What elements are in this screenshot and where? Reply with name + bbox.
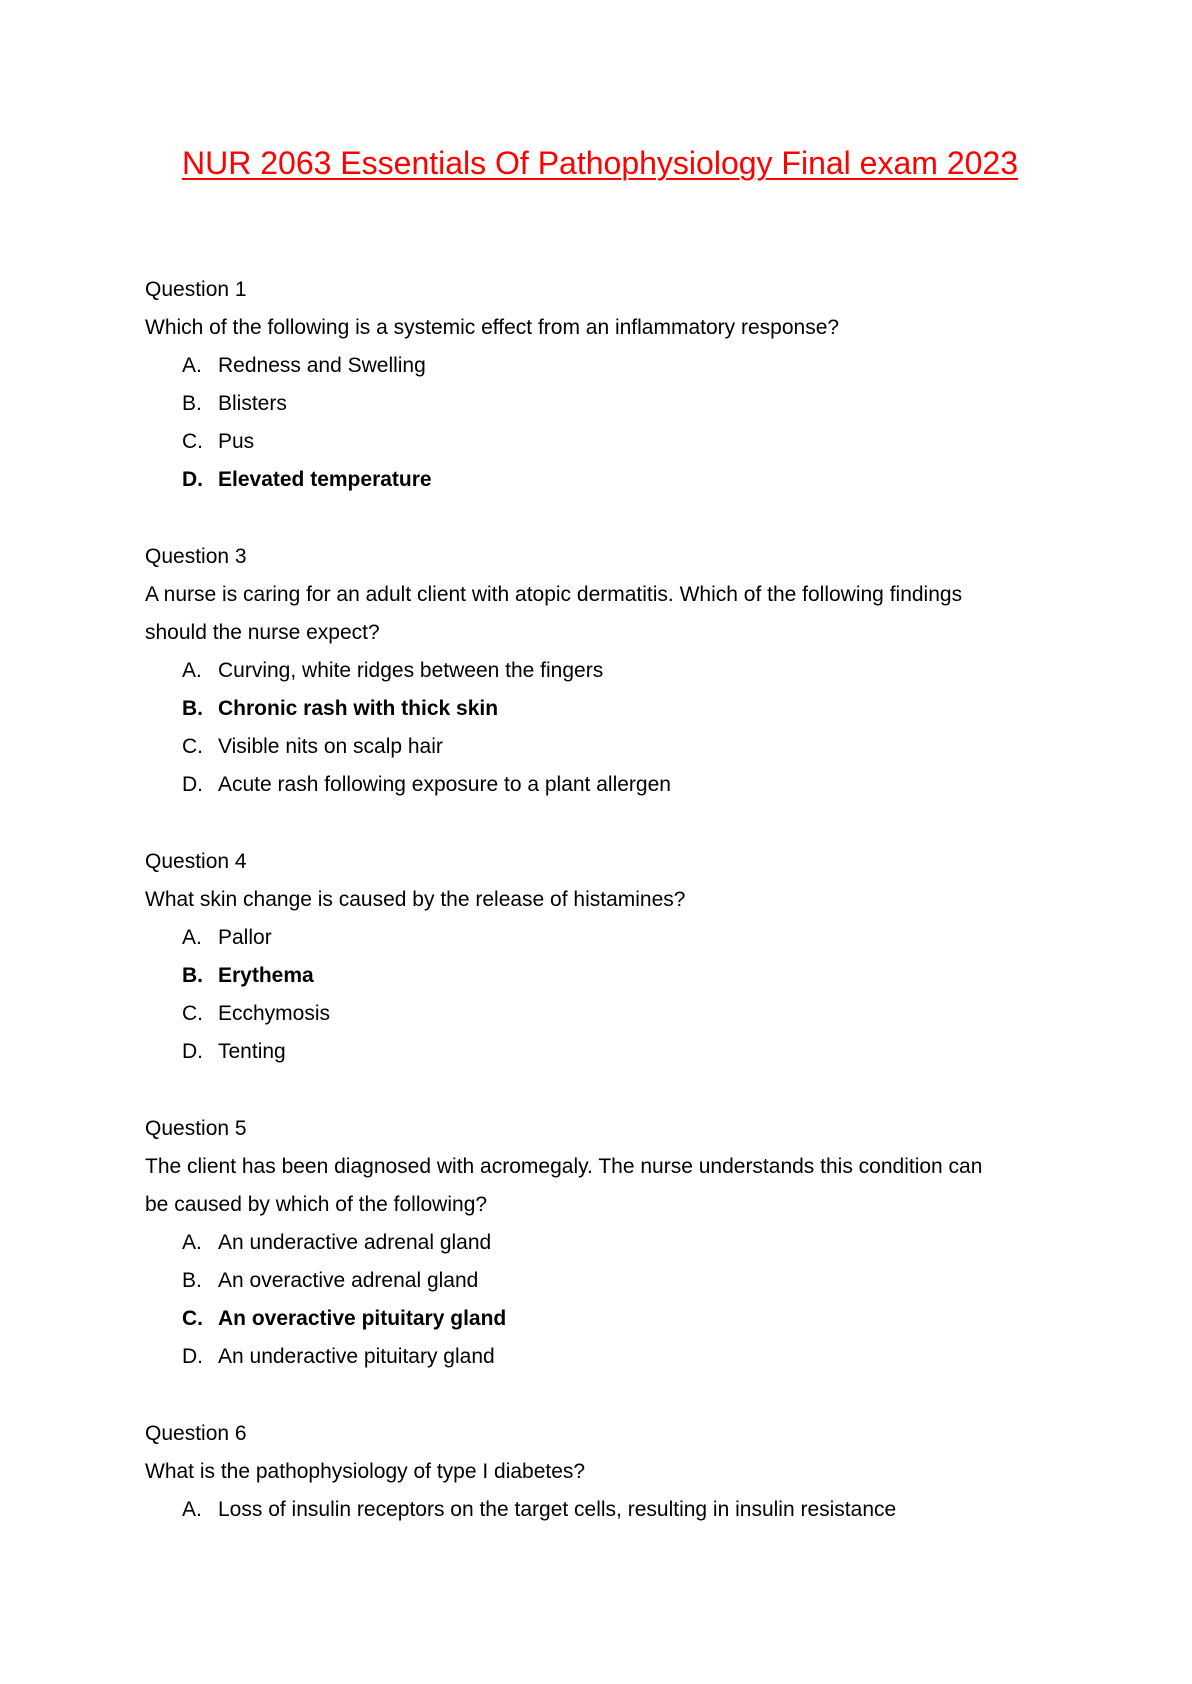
option-letter: B.: [182, 697, 203, 720]
question-label: Question 3: [145, 545, 247, 568]
option-letter: A.: [182, 1498, 202, 1521]
option-text: Elevated temperature: [218, 468, 432, 491]
answer-option-correct: [145, 461, 1045, 499]
answer-option: [145, 1033, 1045, 1071]
question-label: Question 5: [145, 1117, 247, 1140]
option-text: Visible nits on scalp hair: [218, 735, 443, 758]
option-text: Curving, white ridges between the fingers: [218, 659, 604, 682]
answer-option-correct: [145, 690, 1045, 728]
answer-option-correct: [145, 957, 1045, 995]
option-text: Pallor: [218, 926, 272, 949]
option-letter: C.: [182, 1307, 203, 1330]
option-text: An underactive pituitary gland: [218, 1345, 495, 1368]
question-label: Question 1: [145, 278, 247, 301]
option-letter: C.: [182, 430, 203, 453]
question-block: [145, 538, 1045, 804]
question-text: should the nurse expect?: [145, 621, 380, 644]
answer-option-correct: [145, 1300, 1045, 1338]
option-text: Redness and Swelling: [218, 354, 426, 377]
questions-list: [145, 271, 1045, 1568]
answer-option: [145, 728, 1045, 766]
option-text: Ecchymosis: [218, 1002, 331, 1025]
question-block: [145, 1415, 1045, 1529]
option-text: Erythema: [218, 964, 314, 987]
question-label: Question 6: [145, 1422, 247, 1445]
answer-option: [145, 423, 1045, 461]
question-text: The client has been diagnosed with acromegaly. The nurse understands this condition can: [145, 1155, 983, 1178]
question-text: What skin change is caused by the release of histamines?: [145, 888, 686, 911]
document-title: NUR 2063 Essentials Of Pathophysiology Final exam 2023: [182, 145, 1018, 181]
question-block: [145, 271, 1045, 499]
option-letter: A.: [182, 659, 202, 682]
question-text: A nurse is caring for an adult client with atopic dermatitis. Which of the following findings: [145, 583, 963, 606]
option-letter: A.: [182, 354, 202, 377]
option-text: An underactive adrenal gland: [218, 1231, 492, 1254]
question-text: Which of the following is a systemic effect from an inflammatory response?: [145, 316, 840, 339]
answer-option: [145, 1224, 1045, 1262]
option-text: An overactive pituitary gland: [218, 1307, 507, 1330]
option-letter: C.: [182, 735, 203, 758]
option-text: Blisters: [218, 392, 287, 415]
answer-option: [145, 1491, 1045, 1529]
option-text: Tenting: [218, 1040, 286, 1063]
option-text: Acute rash following exposure to a plant allergen: [218, 773, 671, 796]
option-letter: D.: [182, 468, 203, 491]
question-text: be caused by which of the following?: [145, 1193, 488, 1216]
option-letter: A.: [182, 1231, 202, 1254]
option-letter: B.: [182, 964, 203, 987]
option-letter: B.: [182, 1269, 202, 1292]
option-letter: A.: [182, 926, 202, 949]
option-text: Loss of insulin receptors on the target cells, resulting in insulin resistance: [218, 1498, 897, 1521]
answer-option: [145, 652, 1045, 690]
answer-option: [145, 919, 1045, 957]
option-letter: C.: [182, 1002, 203, 1025]
question-block: [145, 1110, 1045, 1376]
option-text: An overactive adrenal gland: [218, 1269, 479, 1292]
answer-option: [145, 1262, 1045, 1300]
answer-option: [145, 1338, 1045, 1376]
question-text: What is the pathophysiology of type I diabetes?: [145, 1460, 586, 1483]
answer-option: [145, 347, 1045, 385]
option-letter: D.: [182, 1345, 203, 1368]
option-text: Pus: [218, 430, 255, 453]
question-block: [145, 843, 1045, 1071]
option-text: Chronic rash with thick skin: [218, 697, 499, 720]
option-letter: B.: [182, 392, 202, 415]
option-letter: D.: [182, 773, 203, 796]
question-label: Question 4: [145, 850, 247, 873]
answer-option: [145, 385, 1045, 423]
answer-option: [145, 995, 1045, 1033]
option-letter: D.: [182, 1040, 203, 1063]
answer-option: [145, 766, 1045, 804]
